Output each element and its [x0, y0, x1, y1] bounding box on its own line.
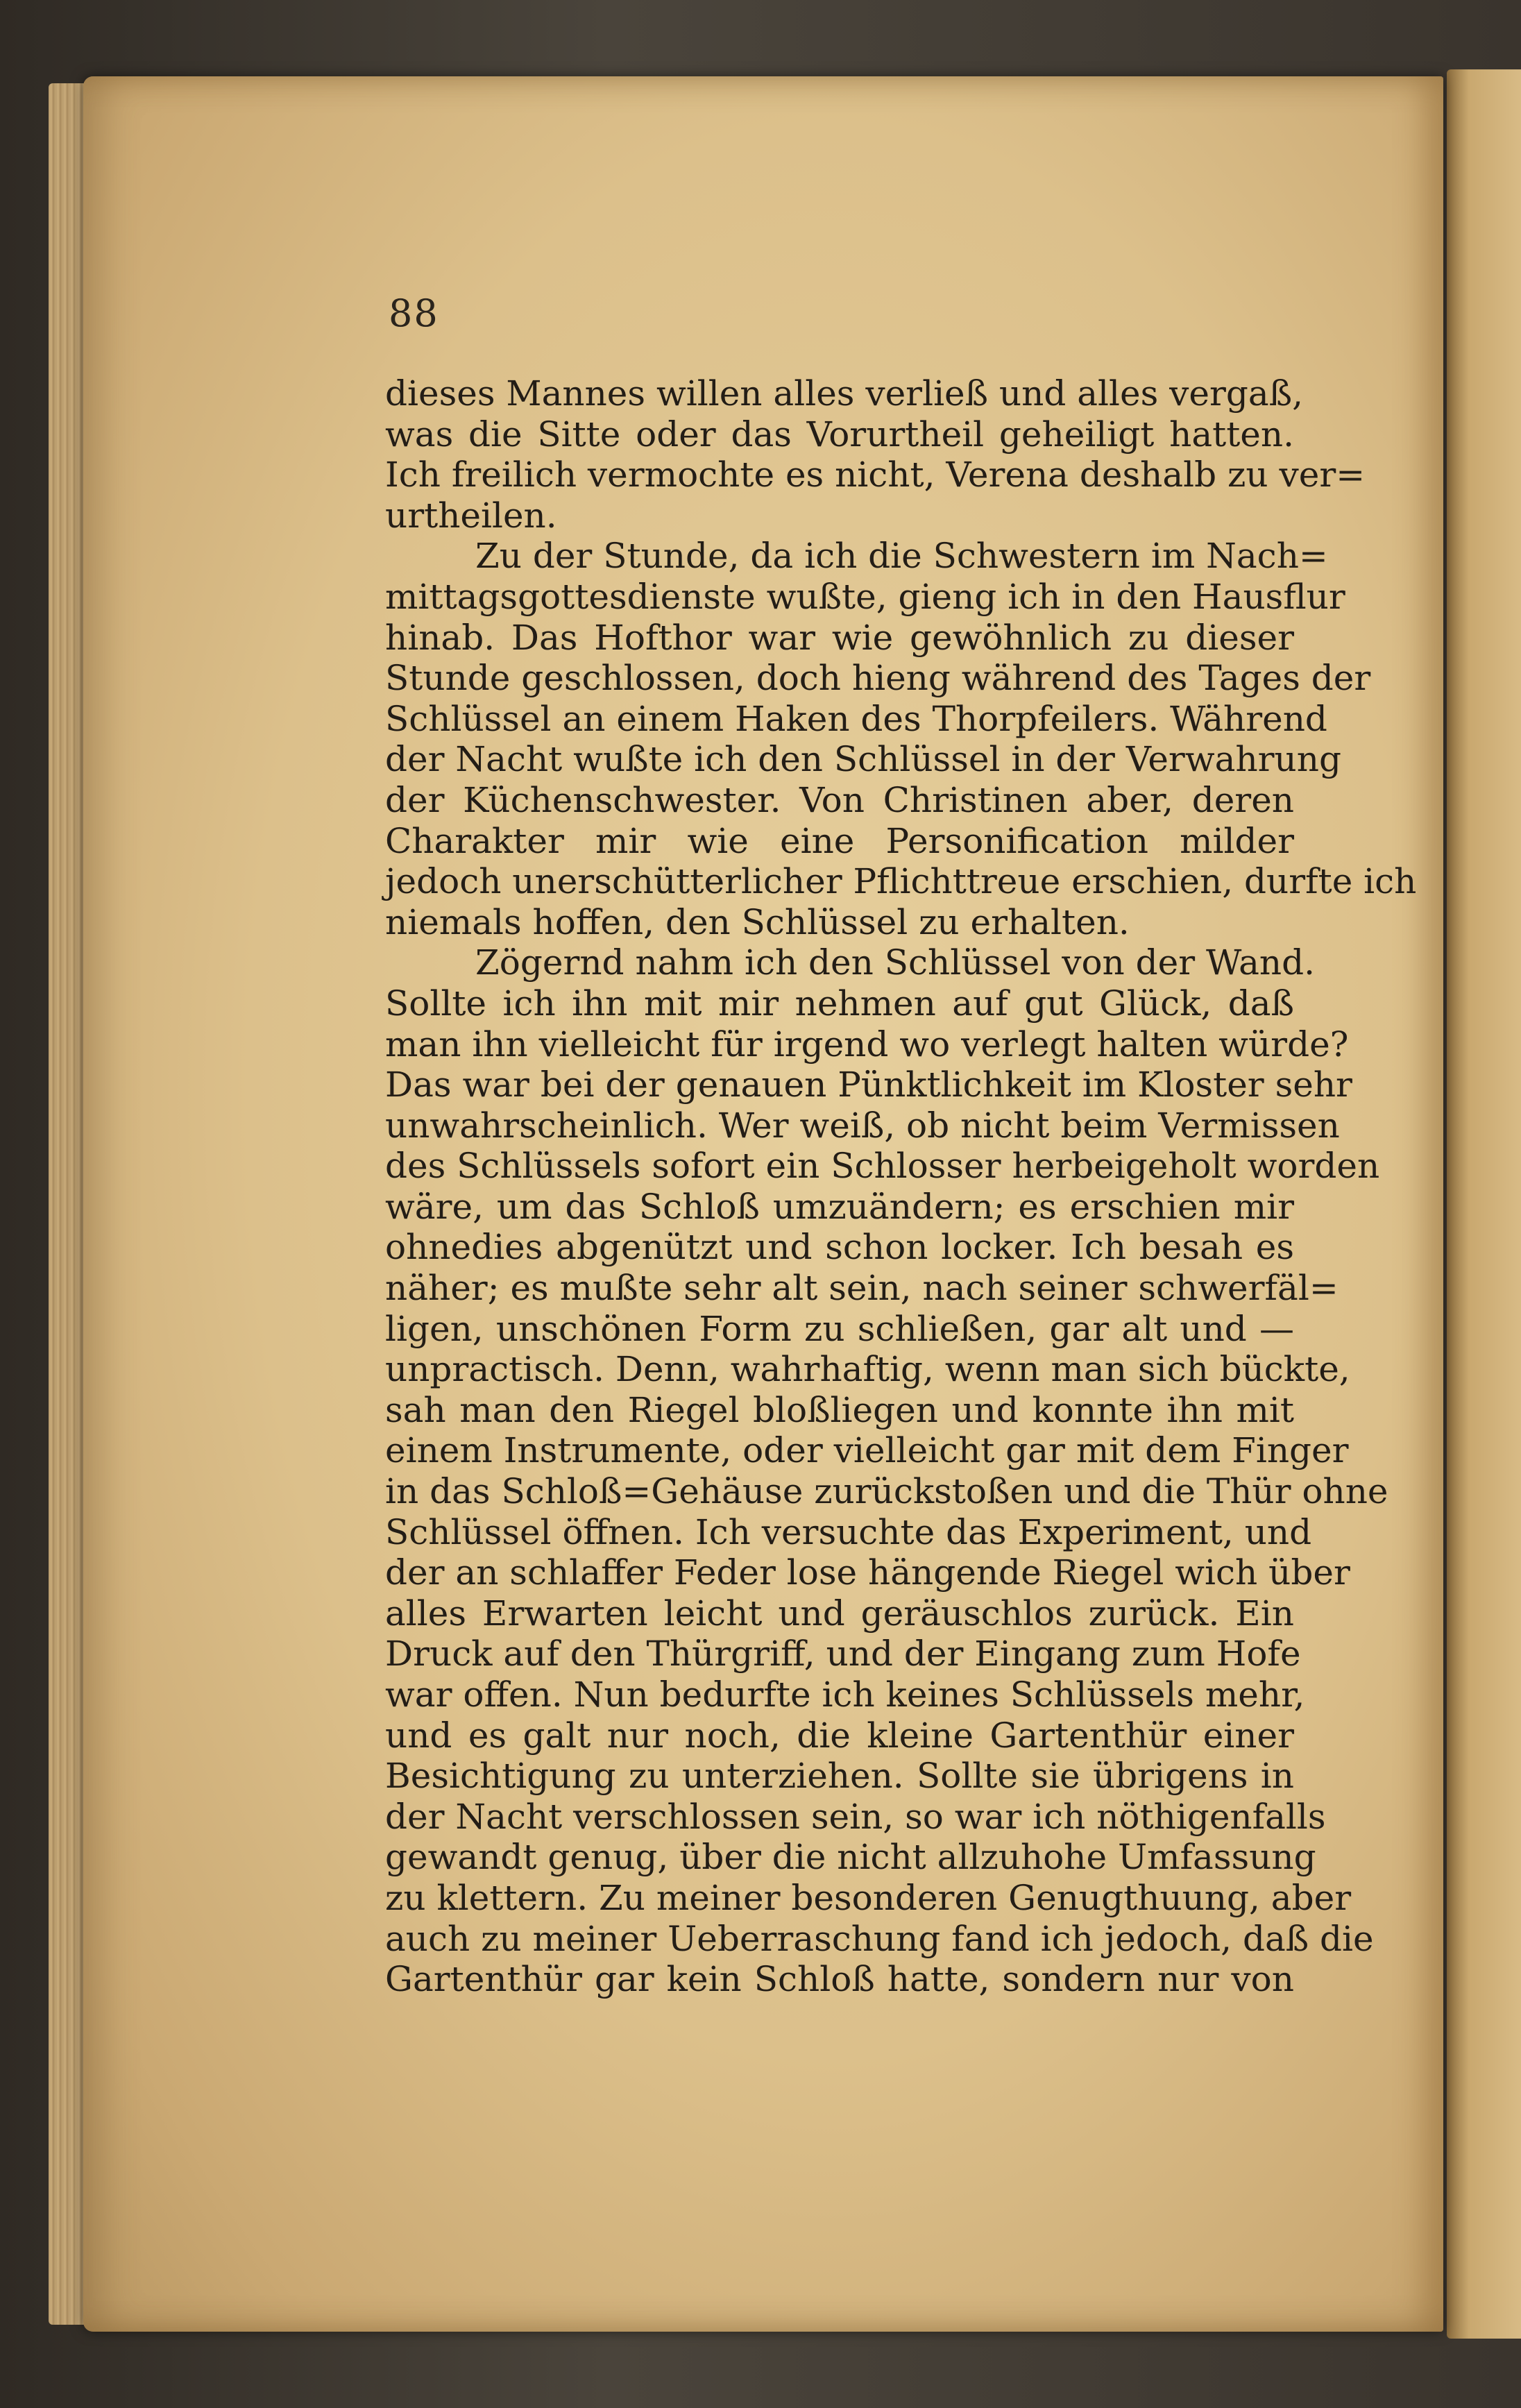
text-line: niemals hoffen, den Schlüssel zu erhalten.: [385, 901, 1130, 942]
text-line: näher; es mußte sehr alt sein, nach seiner schwerfäl=: [385, 1268, 1339, 1309]
text-line: Das war bei der genauen Pünktlichkeit im Kloster sehr: [385, 1065, 1352, 1105]
text-line: Schlüssel öffnen. Ich versuchte das Experiment, und: [385, 1511, 1312, 1552]
text-line: war offen. Nun bedurfte ich keines Schlüssels mehr,: [385, 1674, 1305, 1715]
text-line: Gartenthür gar kein Schloß hatte, sondern nur von: [385, 1959, 1294, 2000]
text-line: Druck auf den Thürgriff, und der Eingang zum Hofe: [385, 1634, 1301, 1674]
text-line: zu klettern. Zu meiner besonderen Genugthuung, aber: [385, 1877, 1352, 1918]
text-line: des Schlüssels sofort ein Schlosser herbeigeholt worden: [385, 1146, 1380, 1187]
text-line: ligen, unschönen Form zu schließen, gar alt und —: [385, 1308, 1294, 1349]
text-line: hinab. Das Hofthor war wie gewöhnlich zu dieser: [385, 617, 1294, 658]
page-number: 88: [389, 291, 439, 335]
text-line: einem Instrumente, oder vielleicht gar mit dem Finger: [385, 1430, 1349, 1471]
text-line: Schlüssel an einem Haken des Thorpfeilers. Während: [385, 698, 1327, 739]
text-line: Ich freilich vermochte es nicht, Verena deshalb zu ver=: [385, 455, 1366, 495]
text-line: urtheilen.: [385, 495, 557, 536]
text-line: unpractisch. Denn, wahrhaftig, wenn man sich bückte,: [385, 1349, 1350, 1390]
text-line: ohnedies abgenützt und schon locker. Ich besah es: [385, 1227, 1294, 1268]
body-text: [385, 373, 1417, 2000]
text-line: dieses Mannes willen alles verließ und alles vergaß,: [385, 373, 1304, 414]
facing-page-edge: [1447, 69, 1521, 2339]
text-line: auch zu meiner Ueberraschung fand ich jedoch, daß die: [385, 1918, 1374, 1959]
text-line: gewandt genug, über die nicht allzuhohe Umfassung: [385, 1837, 1316, 1878]
text-line: Zögernd nahm ich den Schlüssel von der Wand.: [475, 942, 1315, 983]
text-line: der an schlaffer Feder lose hängende Riegel wich über: [385, 1552, 1350, 1593]
text-line: Besichtigung zu unterziehen. Sollte sie übrigens in: [385, 1756, 1294, 1797]
text-line: Zu der Stunde, da ich die Schwestern im Nach=: [475, 536, 1328, 577]
text-line: was die Sitte oder das Vorurtheil geheiligt hatten.: [385, 414, 1294, 455]
text-line: der Küchenschwester. Von Christinen aber, deren: [385, 779, 1294, 820]
text-line: Charakter mir wie eine Personification milder: [385, 820, 1294, 861]
text-line: unwahrscheinlich. Wer weiß, ob nicht beim Vermissen: [385, 1105, 1340, 1146]
text-line: Stunde geschlossen, doch hieng während des Tages der: [385, 658, 1371, 699]
text-line: Sollte ich ihn mit mir nehmen auf gut Glück, daß: [385, 983, 1294, 1024]
text-line: sah man den Riegel bloßliegen und konnte ihn mit: [385, 1389, 1294, 1430]
text-line: wäre, um das Schloß umzuändern; es erschien mir: [385, 1186, 1294, 1227]
text-line: der Nacht wußte ich den Schlüssel in der Verwahrung: [385, 739, 1341, 780]
text-line: jedoch unerschütterlicher Pflichttreue erschien, durfte ich: [385, 861, 1417, 902]
text-line: alles Erwarten leicht und geräuschlos zurück. Ein: [385, 1593, 1294, 1634]
text-line: mittagsgottesdienste wußte, gieng ich in den Hausflur: [385, 576, 1345, 617]
text-line: man ihn vielleicht für irgend wo verlegt halten würde?: [385, 1024, 1349, 1065]
text-line: und es galt nur noch, die kleine Gartenthür einer: [385, 1715, 1294, 1756]
text-line: der Nacht verschlossen sein, so war ich nöthigenfalls: [385, 1796, 1326, 1837]
text-line: in das Schloß=Gehäuse zurückstoßen und die Thür ohne: [385, 1471, 1388, 1512]
